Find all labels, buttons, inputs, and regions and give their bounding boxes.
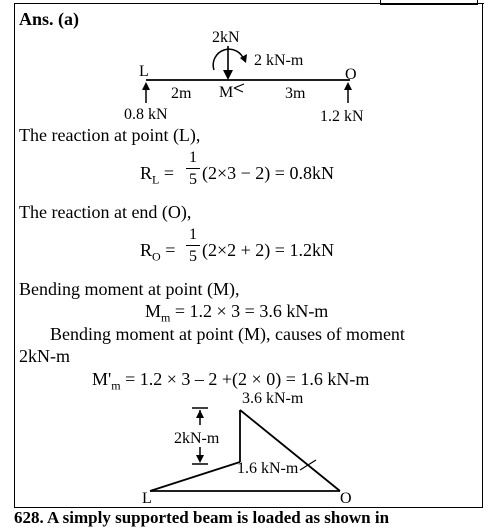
bmd-jump-label: 2kN-m xyxy=(174,430,220,447)
bm2-line2: 2kN-m xyxy=(19,346,70,366)
RL-lhs: $R_L$ = xyxy=(140,163,175,187)
jump-down-arrowhead xyxy=(196,455,204,463)
point-L-label: L xyxy=(139,63,149,80)
mm2-equation: $M'_m = 1.2 \times 3 - 2 +(2 \times 0) = 1.6$ kN-m xyxy=(92,369,370,393)
load-label: 2kN xyxy=(212,29,240,46)
RO-frac-den: 5 xyxy=(189,248,197,265)
point-load-arrowhead xyxy=(223,70,233,80)
bm2-line1: Bending moment at point (M), causes of moment xyxy=(50,324,405,344)
bmd-L-label: L xyxy=(142,490,152,507)
bmd-left-slope xyxy=(150,462,240,491)
bmd-peak-label: 3.6 kN-m xyxy=(242,390,304,407)
RL-rhs: (2×3 − 2) = 0.8kN xyxy=(202,163,334,183)
answer-label: Ans. (a) xyxy=(19,9,80,29)
RO-lhs: $R_O$ = xyxy=(140,240,176,264)
reaction-L-arrowhead xyxy=(142,82,150,90)
point-O-label: O xyxy=(345,66,357,83)
RL-frac-bar xyxy=(186,168,200,169)
RO-rhs: (2×2 + 2) = 1.2kN xyxy=(202,240,334,260)
reaction-L-label: 0.8 kN xyxy=(124,106,168,123)
moment-label: 2 kN-m xyxy=(254,52,304,69)
reaction-O-label: 1.2 kN xyxy=(320,108,364,125)
RL-frac-num: 1 xyxy=(189,149,197,166)
reaction-O-intro: The reaction at end (O), xyxy=(19,202,192,222)
bmd-O-label: O xyxy=(340,490,352,507)
point-M-label: M xyxy=(219,84,234,101)
bmd-low-label: 1.6 kN-m xyxy=(237,460,299,477)
reaction-L-intro: The reaction at point (L), xyxy=(19,125,201,145)
span-right-label: 3m xyxy=(285,85,306,102)
mm-equation: $M_m = 1.2 \times 3 = 3.6$ kN-m xyxy=(145,301,329,325)
next-question-cut: 628. A simply supported beam is loaded as shown in xyxy=(14,508,390,527)
RL-frac-den: 5 xyxy=(189,171,197,188)
bm-intro: Bending moment at point (M), xyxy=(19,279,240,299)
RO-frac-num: 1 xyxy=(189,226,197,243)
RO-frac-bar xyxy=(186,245,200,246)
span-left-label: 2m xyxy=(171,85,192,102)
jump-up-arrowhead xyxy=(196,410,204,418)
